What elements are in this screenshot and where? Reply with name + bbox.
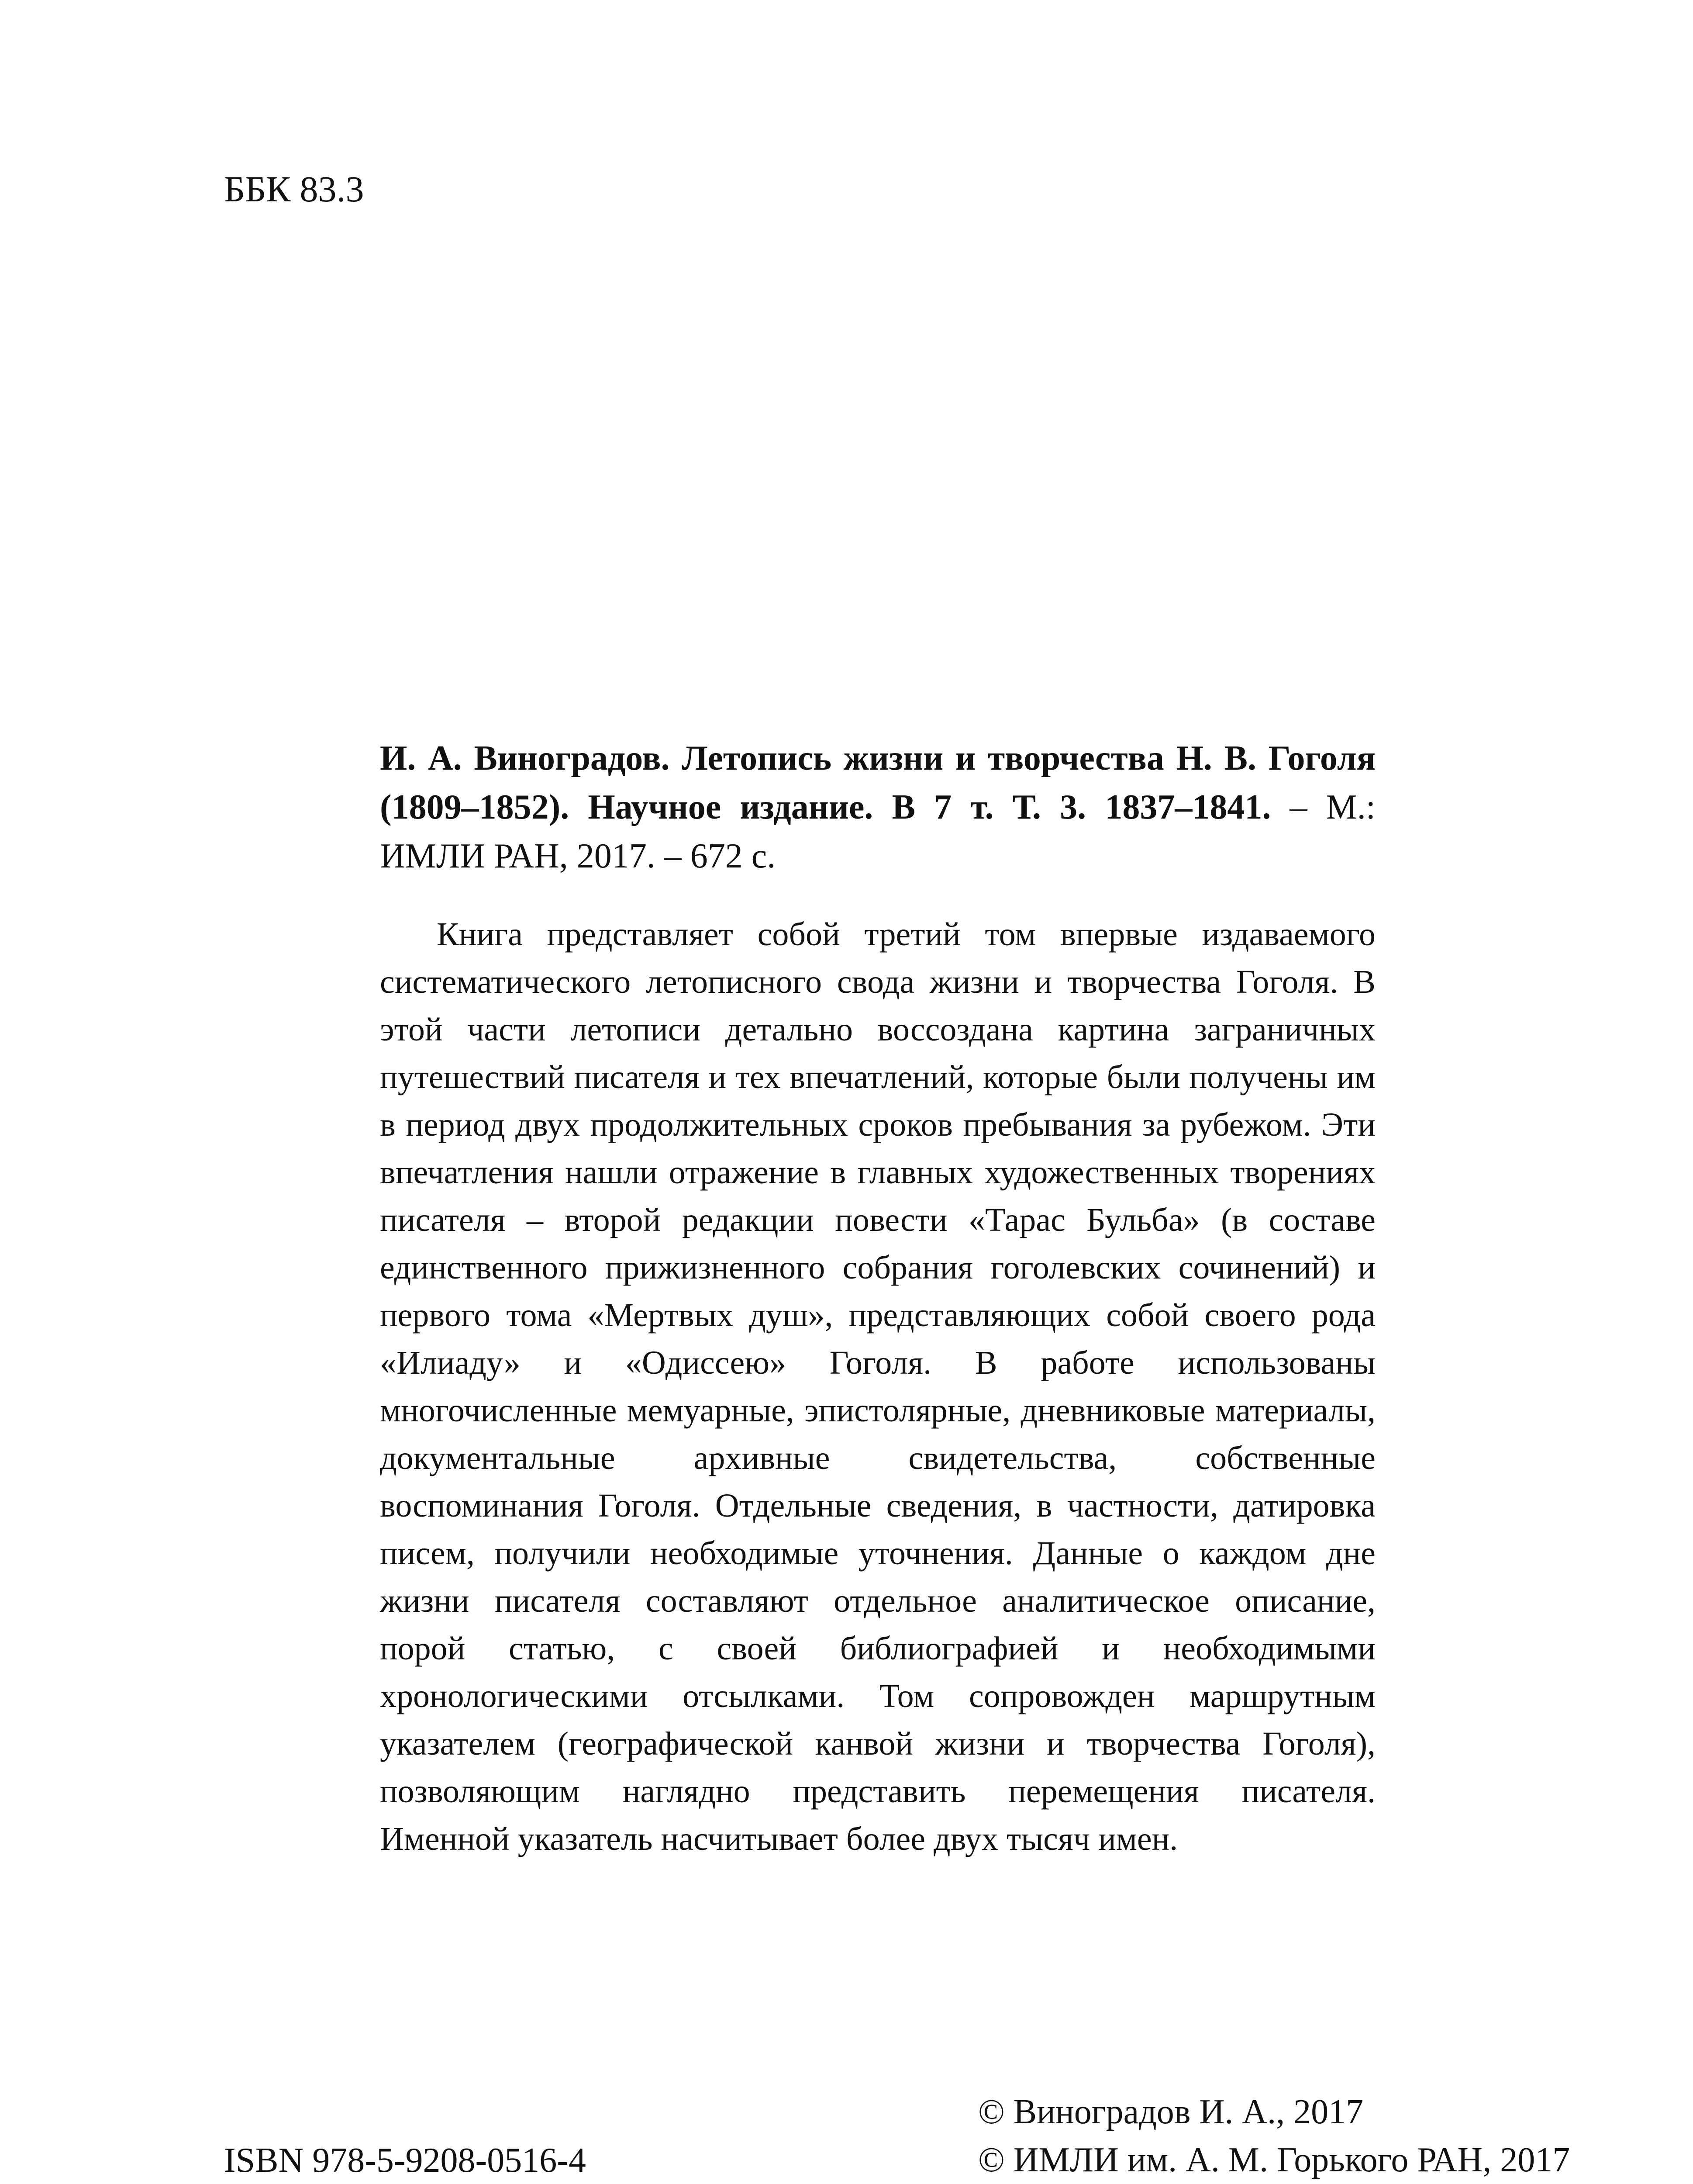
- isbn-line: ISBN 978-5-9208-0516-4: [224, 2141, 586, 2180]
- bbk-index: ББК 83.3: [224, 169, 364, 210]
- citation-regular: – М.: ИМЛИ РАН, 2017. – 672 с.: [380, 788, 1376, 875]
- bibliographic-citation: [380, 734, 1376, 881]
- copyright-block: [978, 2088, 1570, 2184]
- citation-bold: И. А. Виноградов. Летопись жизни и творчества Н. В. Гоголя (1809–1852). Научное издание. В 7 т. Т. 3. 1837–1841.: [380, 739, 1376, 826]
- annotation-paragraph: Книга представляет собой третий том впервые издаваемого систематического летописного свода жизни и творчества Гоголя. В этой части летописи детально воссоздана картина заграничных путешествий писателя и тех впечатлений, которые были получены им в период двух продолжительных сроков пребывания за рубежом. Эти впечатления нашли отражение в главных художественных творениях писателя – второй редакции повести «Тарас Бульба» (в составе единственного прижизненного собрания гоголевских сочинений) и первого тома «Мертвых душ», представляющих собой своего рода «Илиаду» и «Одиссею» Гоголя. В работе использованы многочисленные мемуарные, эпистолярные, дневниковые материалы, документальные архивные свидетельства, собственные воспоминания Гоголя. Отдельные сведения, в частности, датировка писем, получили необходимые уточнения. Данные о каждом дне жизни писателя составляют отдельное аналитическое описание, порой статью, с своей библиографией и необходимыми хронологическими отсылками. Том сопровожден маршрутным указателем (географической канвой жизни и творчества Гоголя), позволяющим наглядно представить перемещения писателя. Именной указатель насчитывает более двух тысяч имен.: [380, 916, 1376, 1857]
- copyright-line: © Виноградов И. А., 2017: [978, 2093, 1364, 2131]
- copyright-line: © ИМЛИ им. А. М. Горького РАН, 2017: [978, 2141, 1570, 2179]
- isbn-block: [224, 2136, 698, 2184]
